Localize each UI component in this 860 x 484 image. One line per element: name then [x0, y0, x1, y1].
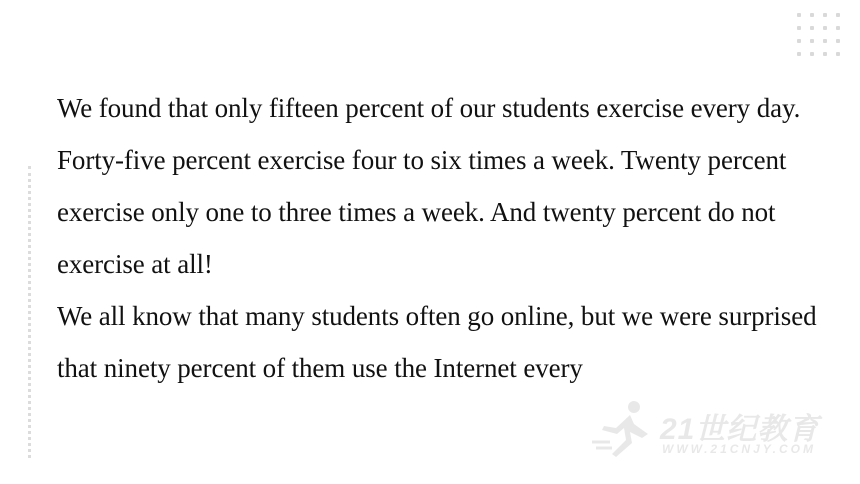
paragraph-2: We all know that many students often go online, but we were surprised that ninety percent of them use the Internet every — [57, 301, 817, 383]
watermark-brand: 21世纪教育 — [660, 413, 820, 446]
paragraph-1: We found that only fifteen percent of our students exercise every day. Forty-five percent exercise four to six times a week. Twenty percent exercise only one to three times a week. And twenty percent do not exercise at all! — [57, 93, 801, 279]
watermark-url: WWW.21CNJY.COM — [662, 442, 817, 456]
dotted-divider — [28, 166, 31, 458]
dot-grid-icon — [797, 13, 847, 57]
watermark — [590, 398, 840, 462]
runner-icon — [590, 398, 660, 462]
body-text — [57, 82, 827, 394]
